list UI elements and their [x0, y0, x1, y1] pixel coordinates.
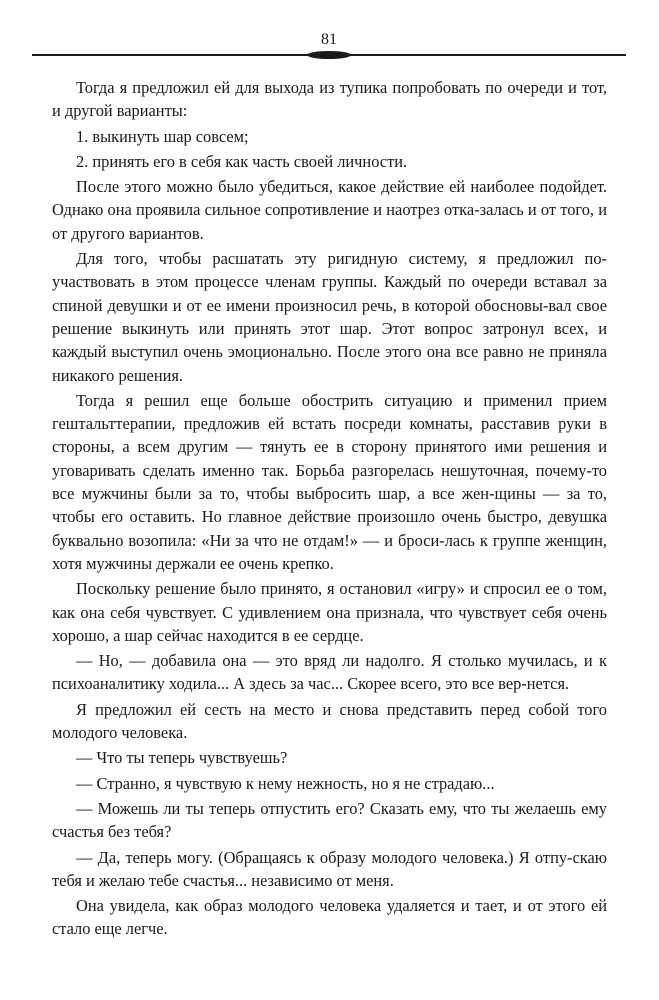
paragraph-13: — Да, теперь могу. (Обращаясь к образу молодого человека.) Я отпу-скаю тебя и желаю тебе счастья... независимо от меня.: [52, 847, 607, 890]
paragraph-12: — Можешь ли ты теперь отпустить его? Сказать ему, что ты желаешь ему счастья без тебя?: [52, 798, 607, 842]
paragraph-8: — Но, — добавила она — это вряд ли надолго. Я столько мучилась, и к психоаналитику ходила... А здесь за час... Скорее всего, это все вер-нется.: [52, 651, 607, 694]
paragraph-10: — Что ты теперь чувствуешь?: [76, 748, 288, 768]
page-header: [32, 30, 626, 62]
page-body-text: [52, 76, 607, 943]
page-number: 81: [321, 31, 337, 48]
paragraph-14: Она увидела, как образ молодого человека удаляется и тает, и от этого ей стало еще легче.: [52, 896, 607, 939]
paragraph-9: Я предложил ей сесть на место и снова представить перед собой того молодого человека.: [52, 699, 607, 743]
header-rule-ornament: [307, 51, 351, 59]
paragraph-11: — Странно, я чувствую к нему нежность, но я не страдаю...: [76, 773, 495, 793]
paragraph-1: Тогда я предложил ей для выхода из тупика попробовать по очереди и тот, и другой варианты:: [52, 78, 607, 121]
paragraph-6: Тогда я решил еще больше обострить ситуацию и применил прием гештальттерапии, предложив ей встать посреди комнаты, расставив руки в стороны, а всем другим — тянуть ее в сторону принятого ими решения и уговаривать сделать именно так. Борьба разгорелась нешуточная, почему-то все мужчины были за то, чтобы выбросить шар, а все жен-щины — за то, чтобы его оставить. Но главное действие произошло очень быстро, девушка буквально возопила: «Ни за что не отдам!» — и броси-лась к группе женщин, хотя мужчины держали ее очень крепко.: [52, 390, 607, 573]
paragraph-3: 2. принять его в себя как часть своей личности.: [76, 151, 408, 171]
paragraph-2: 1. выкинуть шар совсем;: [76, 126, 249, 146]
paragraph-5: Для того, чтобы расшатать эту ригидную систему, я предложил по-участвовать в этом процессе членам группы. Каждый по очереди вставал за спиной девушки и от ее имени произносил речь, в которой обосновы-вал свое решение выкинуть или принять этот шар. Этот вопрос затронул всех, и каждый выступил очень эмоционально. После этого она все равно не приняла никакого решения.: [52, 249, 607, 385]
paragraph-4: После этого можно было убедиться, какое действие ей наиболее подойдет. Однако она проявила сильное сопротивление и наотрез отка-залась и от того, и от другого вариантов.: [52, 177, 607, 243]
paragraph-7: Поскольку решение было принято, я остановил «игру» и спросил ее о том, как она себя чувствует. С удивлением она признала, что чувствует себя очень хорошо, а шар сейчас находится в ее сердце.: [52, 579, 607, 645]
